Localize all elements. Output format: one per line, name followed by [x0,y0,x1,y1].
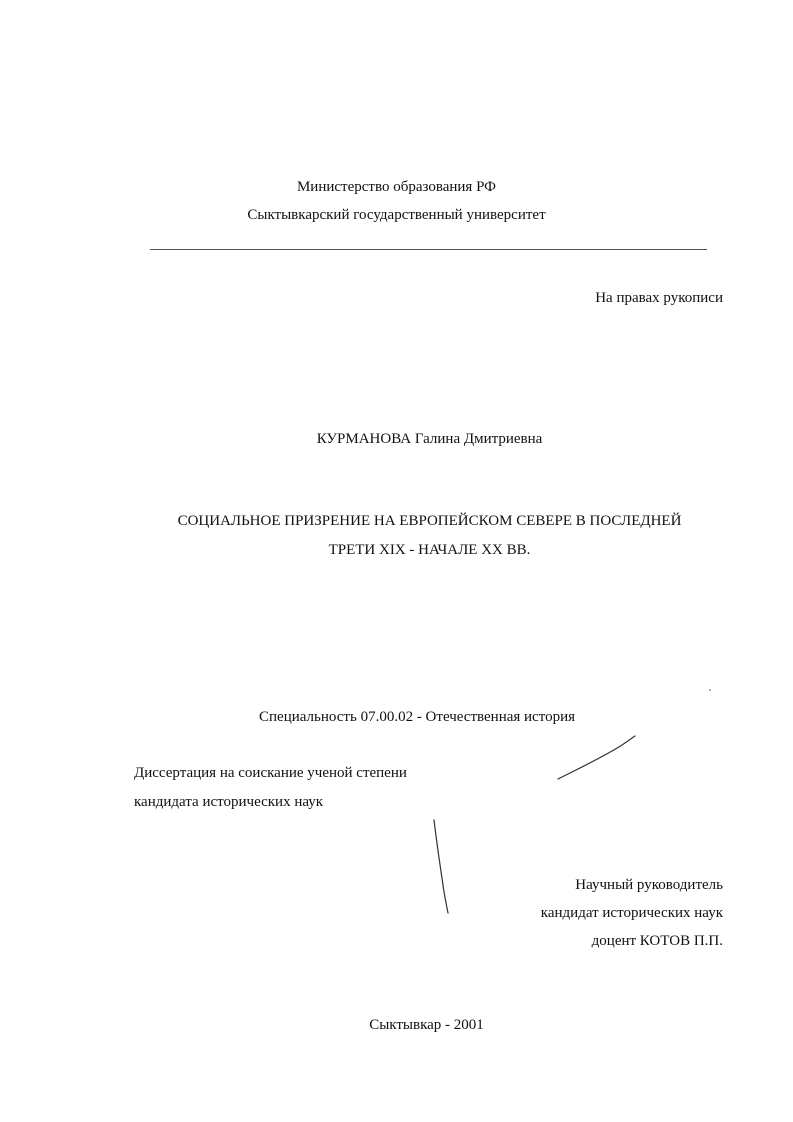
specialty-line: Специальность 07.00.02 - Отечественная история [259,709,576,725]
university-name: Сыктывкарский государственный университет [247,207,546,223]
city-year: Сыктывкар - 2001 [369,1017,484,1033]
ministry-name: Министерство образования РФ [296,179,497,195]
dissertation-title-line-1: СОЦИАЛЬНОЕ ПРИЗРЕНИЕ НА ЕВРОПЕЙСКОМ СЕВЕРЕ В ПОСЛЕДНЕЙ [177,513,682,529]
signature-dot [709,689,711,691]
degree-line-2: кандидата исторических наук [134,794,324,810]
supervisor-degree: кандидат исторических наук [540,905,723,921]
header-divider [150,249,707,250]
supervisor-name: доцент КОТОВ П.П. [591,933,723,949]
degree-line-1: Диссертация на соискание ученой степени [134,765,407,781]
signature-stroke-2 [434,820,448,913]
supervisor-role: Научный руководитель [575,877,723,893]
rights-note: На правах рукописи [595,290,723,306]
dissertation-title-line-2: ТРЕТИ XIX - НАЧАЛЕ XX ВВ. [328,542,531,558]
author-name: КУРМАНОВА Галина Дмитриевна [316,431,543,447]
signature-stroke-1 [558,736,635,779]
